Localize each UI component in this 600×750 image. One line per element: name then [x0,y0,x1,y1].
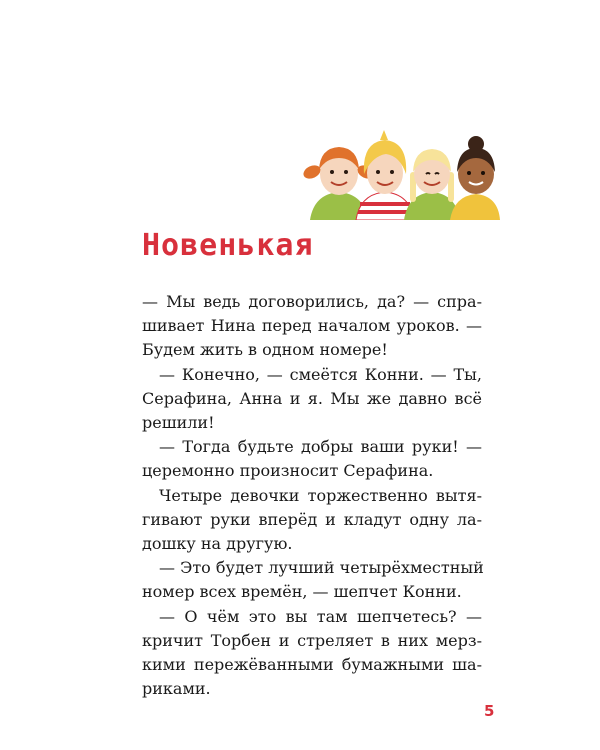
chapter-title: Новенькая [142,228,314,263]
text-line: Четыре девочки торжественно вытя- [159,485,482,505]
page-number: 5 [484,702,495,720]
text-line: — Мы ведь договорились, да? — спра- [142,292,482,311]
chapter-body-text [142,290,482,701]
text-line: риками. [142,679,211,699]
girl-dark-hair-icon [450,136,500,220]
text-line: Серафина, Анна и я. Мы же давно всё [142,388,482,408]
text-line: шивает Нина перед началом уроков. — [142,316,482,336]
text-line: решили! [142,413,215,433]
text-line: гивают руки вперёд и кладут одну ла- [142,509,482,529]
text-line: церемонно произносит Серафина. [142,461,434,481]
girl-braids-icon [404,149,460,220]
text-line: кричит Торбен и стреляет в них мерз- [142,630,482,650]
text-line: — Тогда будьте добры ваши руки! — [159,437,482,457]
text-line: кими пережёванными бумажными ша- [142,655,482,675]
text-line: — О чём это вы там шепчетесь? — [159,606,482,626]
text-line: Будем жить в одном номере! [142,340,388,360]
text-line: дошку на другую. [142,534,293,554]
text-line: номер всех времён, — шепчет Конни. [142,582,462,602]
text-line: — Конечно, — смеётся Конни. — Ты, [159,364,482,384]
text-line: — Это будет лучший четырёхместный [159,558,484,578]
four-girls-illustration-icon [300,128,500,220]
